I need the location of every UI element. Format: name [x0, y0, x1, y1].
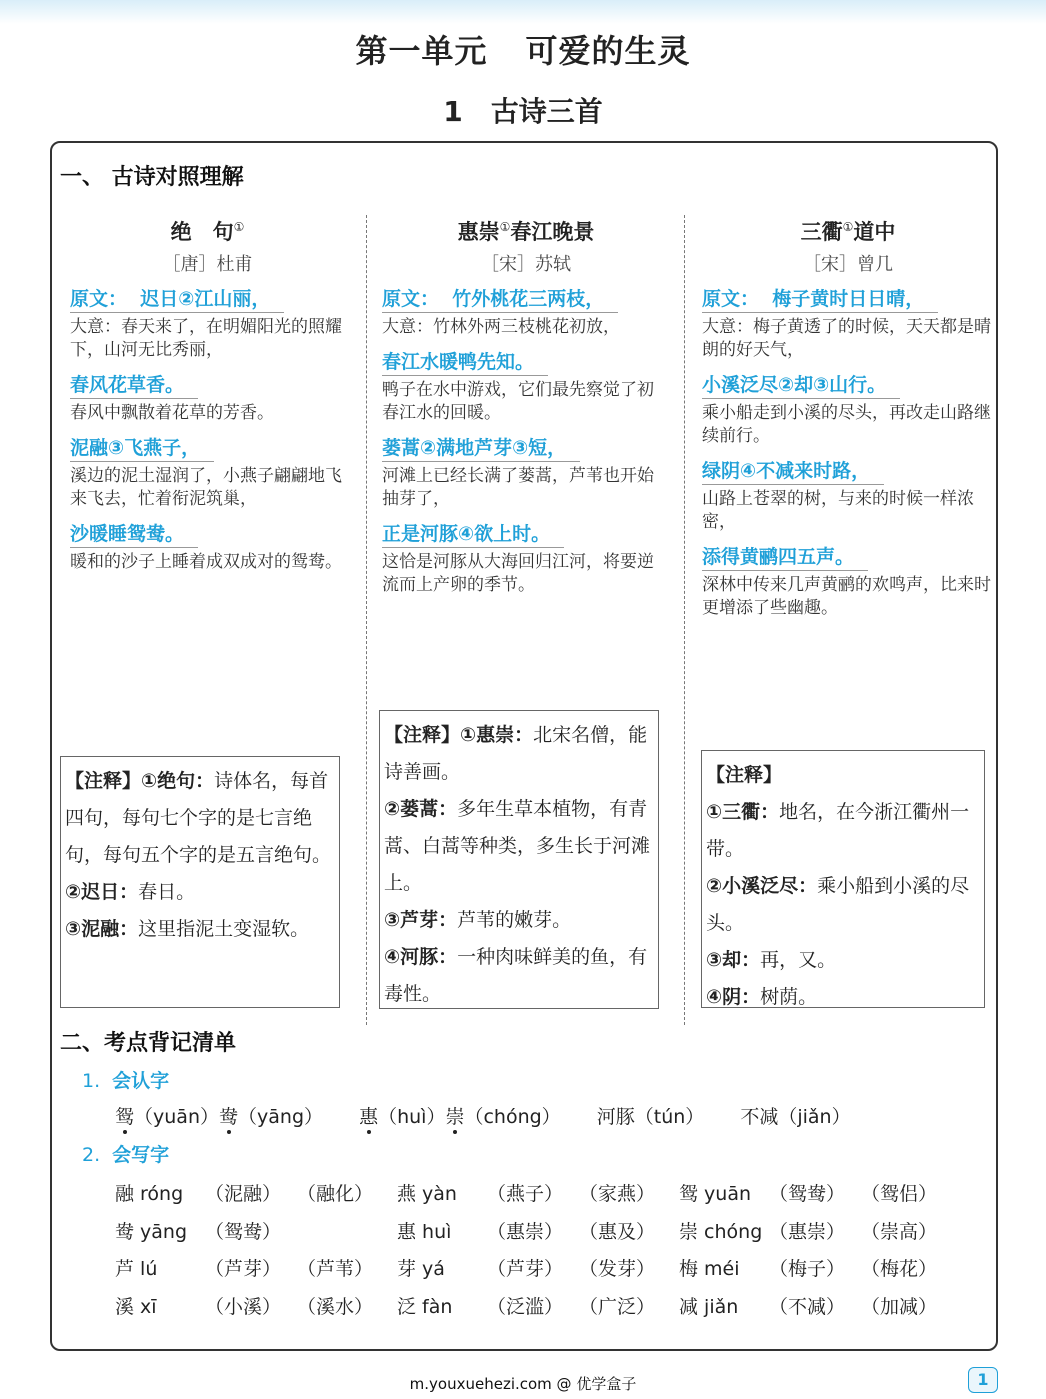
original-text: 蒌蒿②满地芦芽③短， — [382, 435, 580, 462]
recognize-item: 惠（huì）崇（chóng） — [359, 1106, 561, 1128]
table-row: 溪 xī （小溪） （溪水） 泛 fàn （泛滥） （广泛） 减 jiǎn （不减） （加减） — [115, 1295, 938, 1318]
meaning-text: 春风中飘散着花草的芳香。 — [70, 403, 274, 423]
recognize-heading: 1. 会认字 — [82, 1070, 170, 1092]
poem-line — [702, 544, 994, 620]
meaning-text: 深林中传来几声黄鹂的欢鸣声，比来时更增添了些幽趣。 — [702, 575, 991, 618]
meaning-text: 山路上苍翠的树，与来的时候一样浓密， — [702, 489, 974, 532]
poem-author: ［宋］曾几 — [803, 254, 893, 275]
poem-line — [382, 349, 670, 425]
poem-line — [702, 286, 994, 362]
meaning-text: 溪边的泥土湿润了，小燕子翩翩地飞来飞去，忙着衔泥筑巢， — [70, 466, 342, 509]
recognize-item: 河豚（tún） — [596, 1106, 705, 1128]
original-text: 原文： 迟日②江山丽， — [70, 286, 284, 313]
notes-box-1: 【注释】①绝句：诗体名，每首四句，每句七个字的是七言绝句，每句五个字的是五言绝句。 ②迟日：春日。 ③泥融：这里指泥土变湿软。 — [60, 756, 340, 1008]
recognize-item: 鸳（yuān）鸯（yāng） — [115, 1106, 324, 1128]
poem-column-1 — [70, 212, 345, 574]
recognize-list — [115, 1102, 881, 1129]
poem-line — [382, 435, 670, 511]
poem-author: ［唐］杜甫 — [162, 254, 253, 275]
meaning-text: 大意：竹林外两三枝桃花初放， — [382, 317, 620, 337]
notes-box-3: 【注释】 ①三衢：地名，在今浙江衢州一带。 ②小溪泛尽：乘小船到小溪的尽头。 ③却：再，又。 ④阴：树荫。 — [701, 750, 985, 1008]
unit-title — [0, 26, 1046, 72]
write-table — [115, 1174, 961, 1324]
table-row: 鸯 yāng （鸳鸯） 惠 huì （惠崇） （惠及） 崇 chóng （惠崇） （崇高） — [115, 1220, 938, 1243]
poem-title: 绝 句① — [170, 220, 245, 244]
unit-label: 第一单元 — [355, 32, 488, 70]
section1-title: 一、 古诗对照理解 — [60, 165, 244, 190]
poem-line — [382, 286, 670, 339]
poem-line — [70, 286, 345, 362]
meaning-text: 河滩上已经长满了蒌蒿，芦苇也开始抽芽了， — [382, 466, 654, 509]
lesson-title — [0, 90, 1046, 130]
poem-author: ［宋］苏轼 — [481, 254, 571, 275]
original-text: 春江水暖鸭先知。 — [382, 349, 548, 376]
poem-column-3 — [702, 212, 994, 620]
original-text: 原文： 梅子黄时日日晴， — [702, 286, 938, 313]
poem-line — [70, 521, 345, 574]
original-text: 泥融③飞燕子， — [70, 435, 214, 462]
original-text: 绿阴④不减来时路， — [702, 458, 884, 485]
table-row: 融 róng （泥融） （融化） 燕 yàn （燕子） （家燕） 鸳 yuān （鸳鸯） （鸳侣） — [115, 1183, 938, 1206]
original-text: 小溪泛尽②却③山行。 — [702, 372, 900, 399]
poem-line — [70, 372, 345, 425]
section2-title: 二、考点背记清单 — [60, 1031, 237, 1056]
write-heading: 2. 会写字 — [82, 1144, 170, 1166]
meaning-text: 大意：春天来了，在明媚阳光的照耀下，山河无比秀丽， — [70, 317, 342, 360]
column-divider-2 — [684, 215, 685, 1025]
original-text: 原文： 竹外桃花三两枝， — [382, 286, 618, 313]
poem-line — [70, 435, 345, 511]
poem-column-2 — [382, 212, 670, 597]
table-row: 芦 lú （芦芽） （芦苇） 芽 yá （芦芽） （发芽） 梅 méi （梅子） （梅花） — [115, 1258, 938, 1281]
poem-title: 惠崇①春江晚景 — [457, 220, 595, 244]
meaning-text: 鸭子在水中游戏，它们最先察觉了初春江水的回暖。 — [382, 380, 654, 423]
poem-line — [382, 521, 670, 597]
meaning-text: 暖和的沙子上睡着成双成对的鸳鸯。 — [70, 552, 342, 572]
original-text: 正是河豚④欲上时。 — [382, 521, 564, 548]
unit-name: 可爱的生灵 — [525, 32, 691, 70]
lesson-name: 古诗三首 — [490, 95, 603, 128]
notes-box-2: 【注释】①惠崇：北宋名僧，能诗善画。 ②蒌蒿：多年生草本植物，有青蒿、白蒿等种类，多生长于河滩上。 ③芦芽：芦苇的嫩芽。 ④河豚：一种肉味鲜美的鱼，有毒性。 — [379, 710, 659, 1009]
meaning-text: 乘小船走到小溪的尽头，再改走山路继续前行。 — [702, 403, 991, 446]
original-text: 春风花草香。 — [70, 372, 198, 399]
original-text: 沙暖睡鸳鸯。 — [70, 521, 198, 548]
page-number: 1 — [968, 1367, 998, 1393]
meaning-text: 这恰是河豚从大海回归江河，将要逆流而上产卵的季节。 — [382, 552, 654, 595]
poem-line — [702, 458, 994, 534]
recognize-item: 不减（jiǎn） — [740, 1106, 851, 1128]
poem-line — [702, 372, 994, 448]
footer-site[interactable]: m.youxuehezi.com @ 优学盒子 — [409, 1375, 637, 1393]
column-divider-1 — [366, 215, 367, 1025]
lesson-number: 1 — [443, 95, 463, 128]
poem-title: 三衢①道中 — [800, 220, 896, 244]
meaning-text: 大意：梅子黄透了的时候，天天都是晴朗的好天气， — [702, 317, 991, 360]
top-gradient-band — [0, 0, 1046, 24]
original-text: 添得黄鹂四五声。 — [702, 544, 868, 571]
